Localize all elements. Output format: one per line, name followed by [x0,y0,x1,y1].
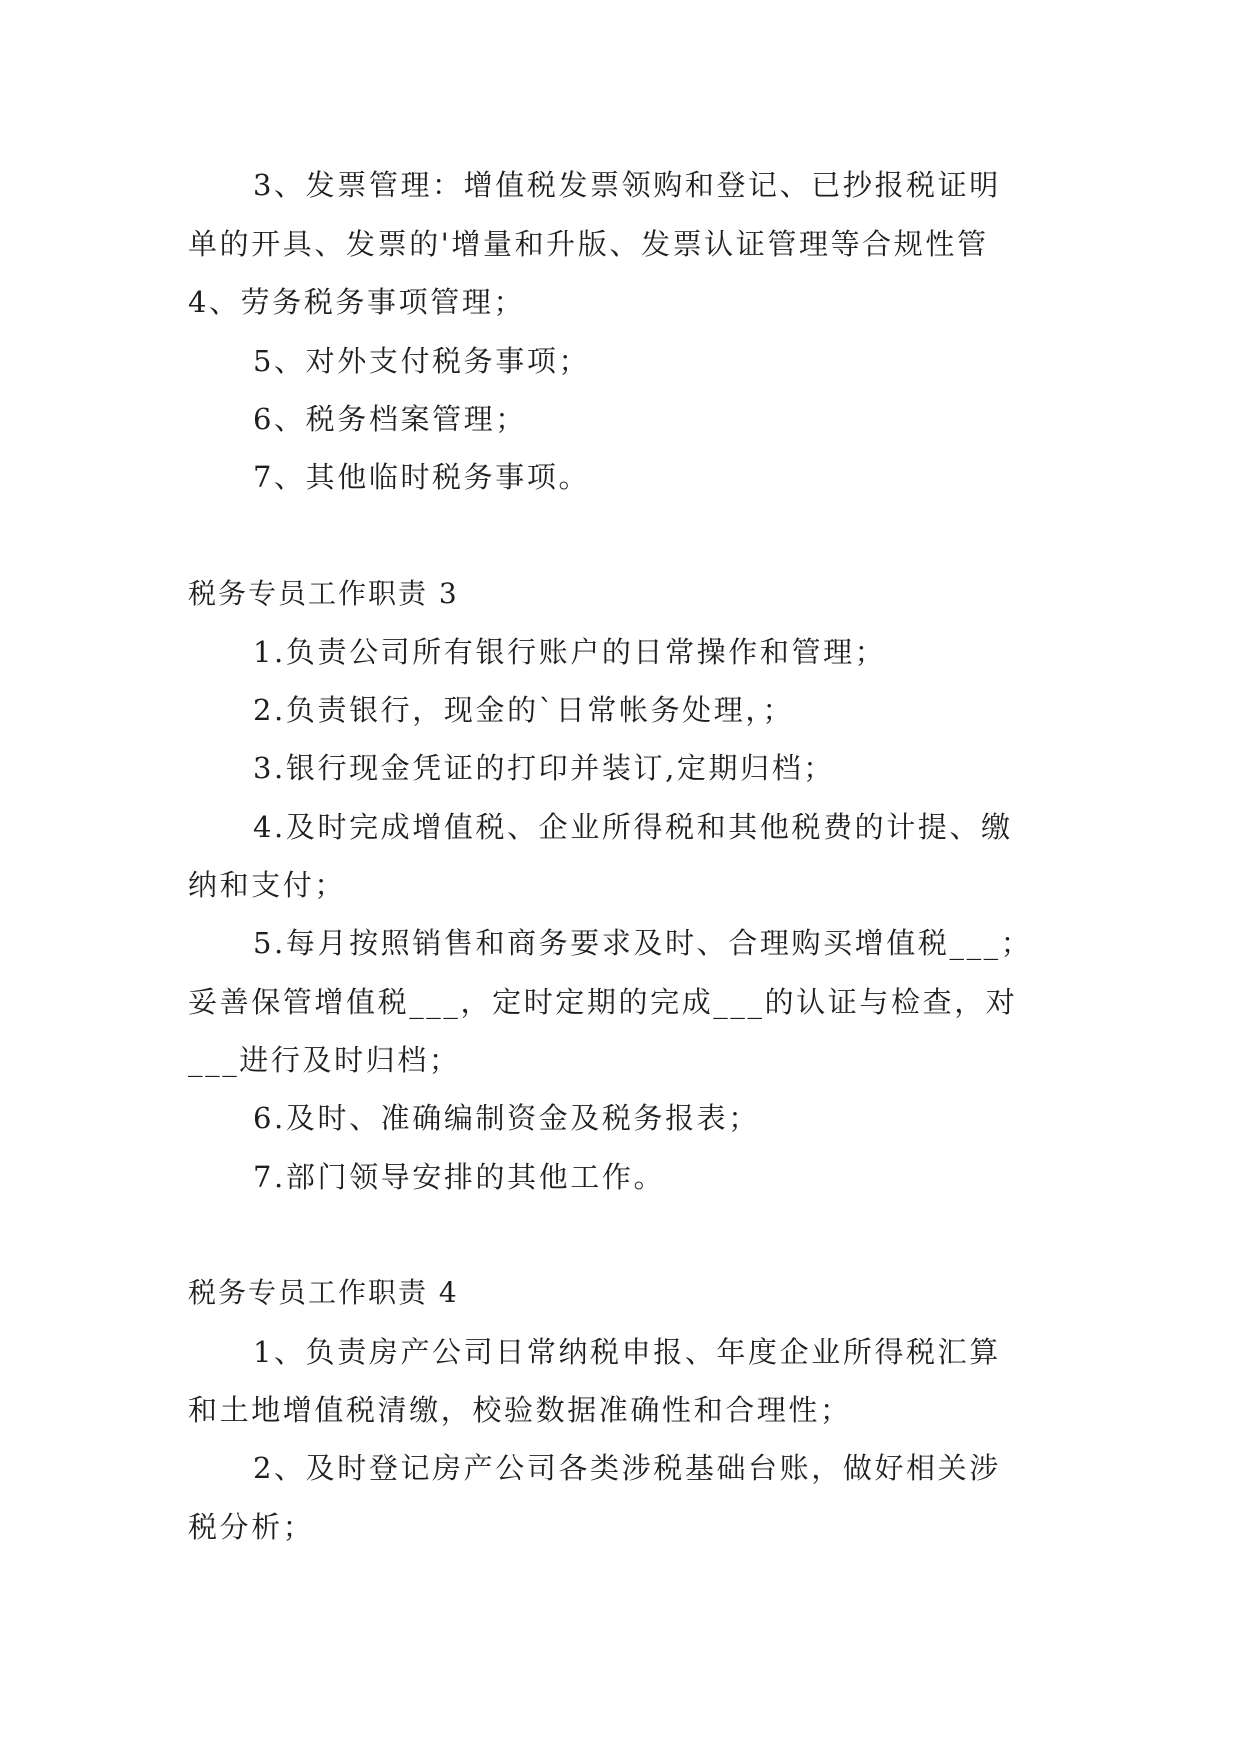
paragraph-line: 5.每月按照销售和商务要求及时、合理购买增值税___； [253,926,1033,960]
paragraph-line: 4.及时完成增值税、企业所得税和其他税费的计提、缴 [253,810,1013,844]
paragraph-line: 1.负责公司所有银行账户的日常操作和管理； [253,635,887,669]
section-heading: 税务专员工作职责 4 [188,1276,459,1309]
paragraph-line: 3、发票管理：增值税发票领购和登记、已抄报税证明 [253,168,1001,202]
paragraph-line: 6、税务档案管理； [253,402,527,436]
paragraph-line: 7.部门领导安排的其他工作。 [253,1160,666,1194]
paragraph-line: 4、劳务税务事项管理； [188,285,526,319]
paragraph-line: ___进行及时归档； [188,1043,461,1077]
paragraph-line: 妥善保管增值税___，定时定期的完成___的认证与检查，对 [188,985,1018,1019]
section-heading: 税务专员工作职责 3 [188,577,459,610]
paragraph-line: 税分析； [188,1510,315,1544]
paragraph-line: 3.银行现金凭证的打印并装订,定期归档； [253,751,835,785]
paragraph-line: 2.负责银行，现金的`日常帐务处理，； [253,693,795,727]
paragraph-line: 7、其他临时税务事项。 [253,460,591,494]
paragraph-line: 2、及时登记房产公司各类涉税基础台账，做好相关涉 [253,1451,1001,1485]
paragraph-line: 纳和支付； [188,868,347,902]
paragraph-line: 1、负责房产公司日常纳税申报、年度企业所得税汇算 [253,1335,1001,1369]
paragraph-line: 5、对外支付税务事项； [253,344,591,378]
paragraph-line: 和土地增值税清缴，校验数据准确性和合理性； [188,1393,852,1427]
paragraph-line: 单的开具、发票的'增量和升版、发票认证管理等合规性管 [188,227,989,261]
paragraph-line: 6.及时、准确编制资金及税务报表； [253,1101,760,1135]
